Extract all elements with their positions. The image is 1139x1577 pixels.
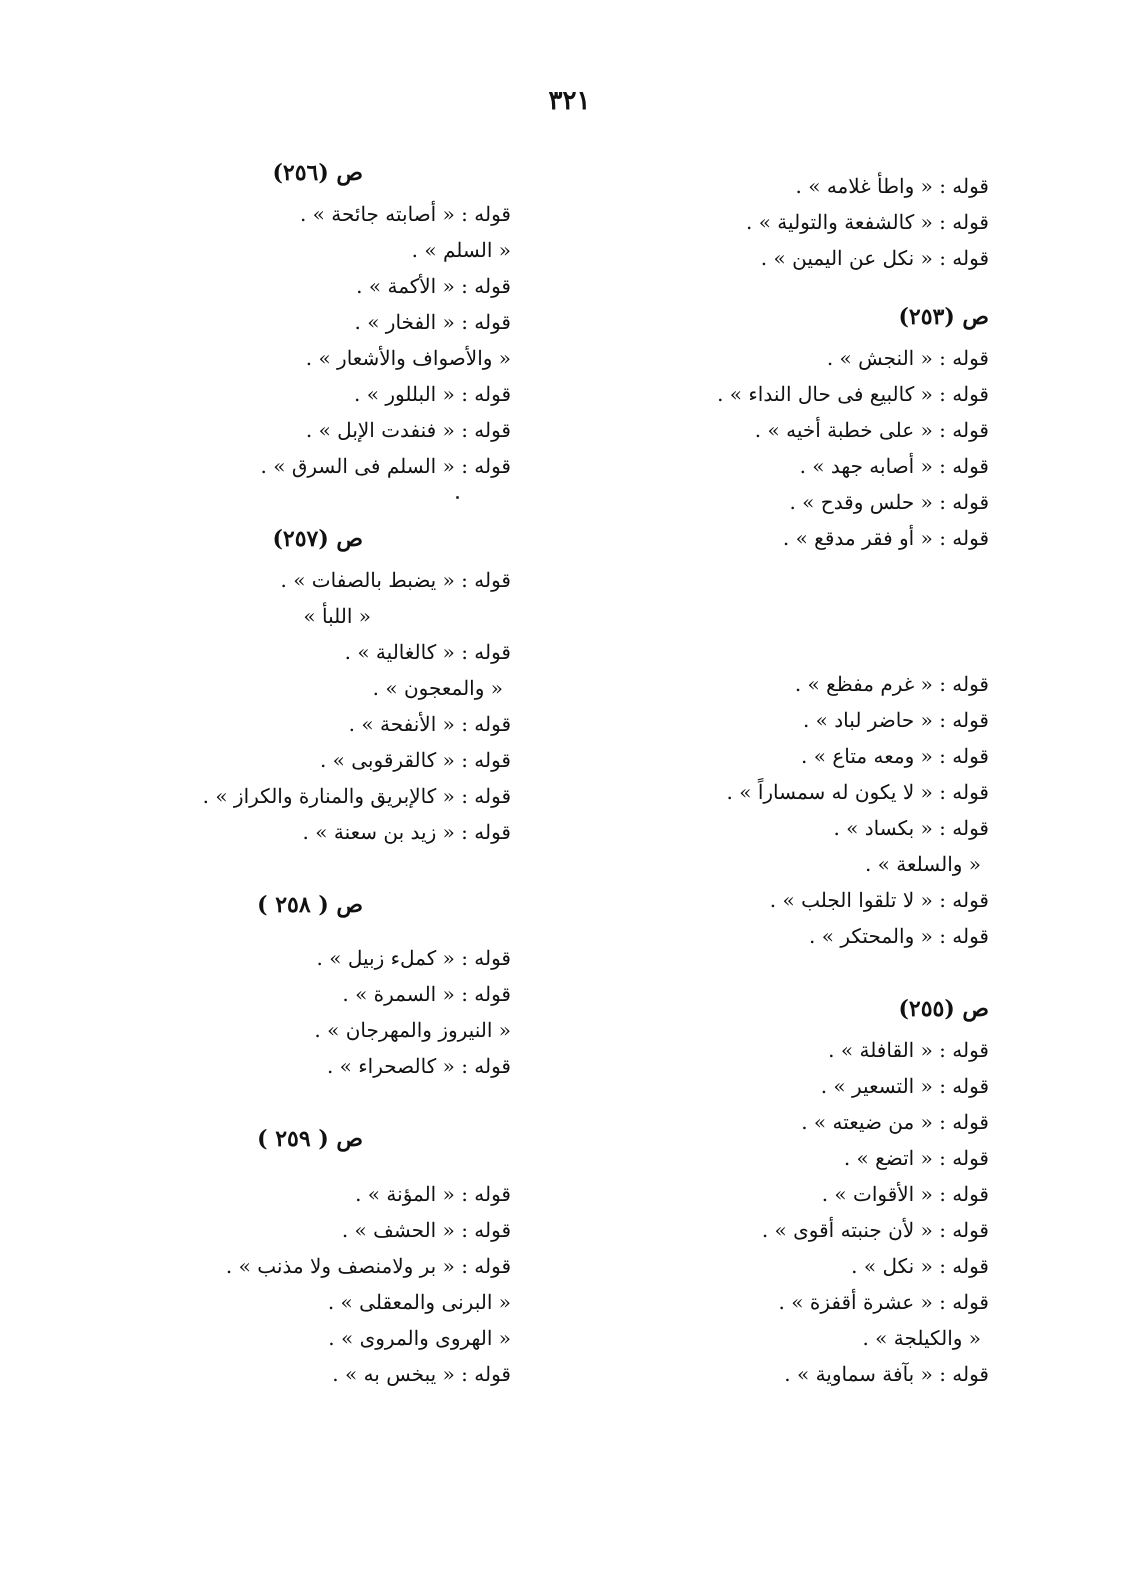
- entry-line: قوله : « أصابه جهد » .: [799, 454, 989, 478]
- entry-line: قوله : « نكل » .: [851, 1254, 989, 1278]
- entry-line: قوله : « المؤنة » .: [355, 1182, 511, 1206]
- entry-line: قوله : « الفخار » .: [354, 310, 511, 334]
- entry-line: قوله : « أو فقر مدقع » .: [782, 526, 989, 550]
- section-255: [549, 990, 989, 1392]
- right-column: [549, 168, 989, 1392]
- entry-line: قوله : « بكساد » .: [833, 816, 989, 840]
- entry-line: قوله : « البللور » .: [354, 382, 511, 406]
- entry-line: « الهروى والمروى » .: [328, 1326, 511, 1350]
- entry-line: قوله : « السلم فى السرق » .: [260, 454, 511, 478]
- entry-line: « البرنى والمعقلى » .: [327, 1290, 511, 1314]
- entry-line: قوله : « من ضيعته » .: [801, 1110, 989, 1134]
- entry-line: قوله : « نكل عن اليمين » .: [760, 246, 989, 270]
- entry-line: قوله : « عشرة أقفزة » .: [778, 1290, 989, 1314]
- entry-line: قوله : « كالإبريق والمنارة والكراز » .: [202, 784, 511, 808]
- entry-line: قوله : « الأقوات » .: [821, 1182, 989, 1206]
- entry-line: قوله : « لا يكون له سمساراً » .: [726, 780, 989, 804]
- page-number: ٣٢١: [548, 86, 591, 116]
- entry-line: قوله : « حلس وقدح » .: [789, 490, 989, 514]
- entry-line: قوله : « زيد بن سعنة » .: [302, 820, 511, 844]
- entry-line: « السلم » .: [411, 238, 511, 262]
- section-unheaded: [549, 666, 989, 954]
- entry-line: قوله : « النجش » .: [826, 346, 989, 370]
- entry-line: قوله : « كالقرقوبى » .: [319, 748, 511, 772]
- entry-line: قوله : « أصابته جائحة » .: [299, 202, 511, 226]
- entry-line: قوله : « بآفة سماوية » .: [784, 1362, 989, 1386]
- entry-line: قوله : « يضبط بالصفات » .: [280, 568, 511, 592]
- entry-line: قوله : « لا تلقوا الجلب » .: [769, 888, 989, 912]
- entry-line: قوله : « كالبيع فى حال النداء » .: [717, 382, 989, 406]
- section-heading: ص (٢٥٧): [272, 526, 363, 552]
- entry-line: قوله : « على خطبة أخيه » .: [754, 418, 989, 442]
- entry-line: قوله : « فنفدت الإبل » .: [305, 418, 511, 442]
- entry-line: قوله : « كالغالية » .: [344, 640, 511, 664]
- entry-line: قوله : « الحشف » .: [341, 1218, 511, 1242]
- entry-line: قوله : « الأكمة » .: [356, 274, 511, 298]
- section-heading: ص ( ٢٥٩ ): [257, 1126, 363, 1152]
- section-259: [71, 1120, 511, 1392]
- section-256: [71, 154, 511, 484]
- entry-line: قوله : « التسعير » .: [820, 1074, 989, 1098]
- entry-line: قوله : « والمحتكر » .: [809, 924, 989, 948]
- entry-line: قوله : « القافلة » .: [828, 1038, 989, 1062]
- entry-line: قوله : « حاضر لباد » .: [802, 708, 989, 732]
- entry-line: « والمعجون » .: [372, 676, 503, 700]
- intro-section: [549, 168, 989, 276]
- section-heading: ص (٢٥٦): [272, 160, 363, 186]
- entry-line: قوله : « غرم مفظع » .: [794, 672, 989, 696]
- entry-line: قوله : « اتضع » .: [843, 1146, 989, 1170]
- entry-line: قوله : « كملء زبيل » .: [316, 946, 511, 970]
- entry-line: قوله : « بر ولامنصف ولا مذنب » .: [225, 1254, 511, 1278]
- section-heading: ص (٢٥٣): [898, 304, 989, 330]
- section-heading: ص ( ٢٥٨ ): [257, 892, 363, 918]
- entry-line: « والكيلجة » .: [862, 1326, 981, 1350]
- entry-line: قوله : « لأن جنبته أقوى » .: [761, 1218, 989, 1242]
- section-257: [71, 520, 511, 850]
- section-heading: ص (٢٥٥): [898, 996, 989, 1022]
- entry-line: « والأصواف والأشعار » .: [305, 346, 511, 370]
- entry-line: قوله : « الأنفحة » .: [348, 712, 511, 736]
- entry-line: قوله : « ومعه متاع » .: [801, 744, 989, 768]
- section-253: [549, 298, 989, 556]
- section-258: [71, 886, 511, 1084]
- left-column: [71, 154, 511, 1392]
- entry-line: قوله : « كالشفعة والتولية » .: [746, 210, 989, 234]
- entry-line: « النيروز والمهرجان » .: [314, 1018, 511, 1042]
- entry-line: « اللبأ »: [303, 604, 371, 628]
- entry-line: قوله : « واطأ غلامه » .: [795, 174, 989, 198]
- entry-line: قوله : « يبخس به » .: [332, 1362, 511, 1386]
- entry-line: قوله : « السمرة » .: [342, 982, 511, 1006]
- entry-line: قوله : « كالصحراء » .: [326, 1054, 511, 1078]
- entry-line: « والسلعة » .: [864, 852, 981, 876]
- stray-dot: [456, 496, 459, 499]
